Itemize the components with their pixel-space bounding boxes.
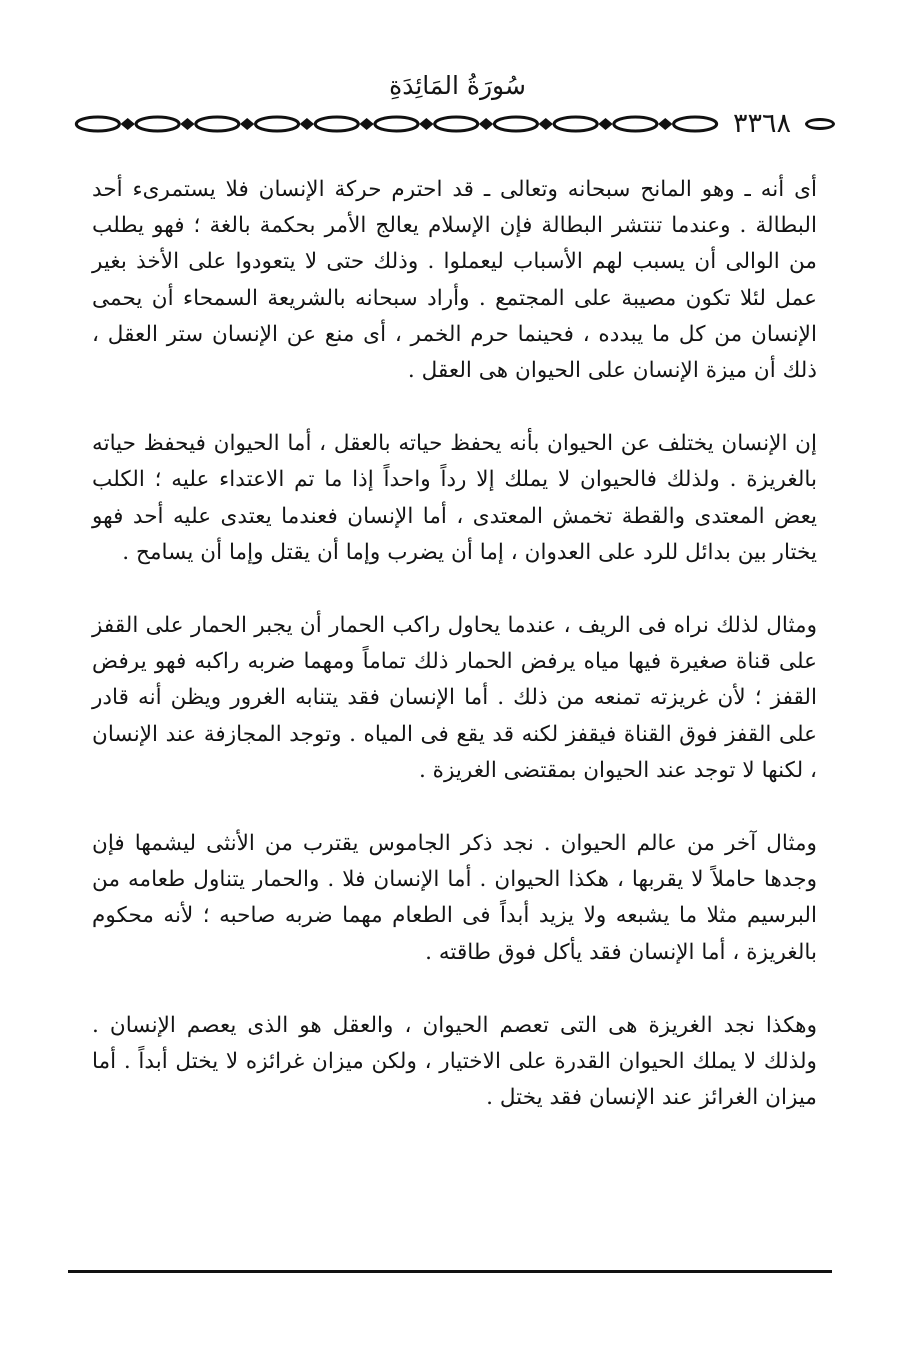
ornament-diamond xyxy=(539,118,553,130)
ornament-oval xyxy=(196,117,239,131)
surah-title: سُورَةُ المَائِدَةِ xyxy=(389,71,526,100)
ornament-diamond xyxy=(479,118,493,130)
ornament-chain-icon xyxy=(68,106,725,142)
page-body xyxy=(92,172,817,1116)
ornament-oval xyxy=(494,117,537,131)
ornament-oval xyxy=(76,117,119,131)
ornament-oval xyxy=(674,117,717,131)
ornament-diamond xyxy=(180,118,194,130)
ornament-diamond xyxy=(658,118,672,130)
ornament-oval xyxy=(375,117,418,131)
paragraph-1: أى أنه ـ وهو المانح سبحانه وتعالى ـ قد احترم حركة الإنسان فلا يستمرىء أحد البطالة . وعندما تنتشر البطالة فإن الإسلام يعالج الأمر بحكمة بالغة ؛ فهو يطلب من الوالى أن يسبب لهم الأسباب ليعملوا . وذلك حتى لا يتعودوا على الأخذ بغير عمل لئلا تكون مصيبة على المجتمع . وأراد سبحانه بالشريعة السمحاء أن يحمى الإنسان من كل ما يبدده ، فحينما حرم الخمر ، أى منع عن الإنسان ستر العقل ، ذلك أن ميزة الإنسان على الحيوان هى العقل . xyxy=(92,177,817,384)
ornament-diamond xyxy=(359,118,373,130)
ornament-end-oval xyxy=(805,118,835,130)
ornament-oval xyxy=(136,117,179,131)
paragraph-5: وهكذا نجد الغريزة هى التى تعصم الحيوان ، والعقل هو الذى يعصم الإنسان . ولذلك لا يملك الحيوان القدرة على الاختيار ، ولكن ميزان غرائزه لا يختل أبداً . أما ميزان الغرائز عند الإنسان فقد يختل . xyxy=(92,1012,817,1111)
ornament-oval xyxy=(435,117,478,131)
ornament-oval xyxy=(315,117,358,131)
page-number: ٣٣٦٨ xyxy=(732,108,791,139)
bottom-rule xyxy=(68,1270,832,1273)
ornament-oval xyxy=(256,117,299,131)
paragraph-2: إن الإنسان يختلف عن الحيوان بأنه يحفظ حياته بالعقل ، أما الحيوان فيحفظ حياته بالغريزة . ولذلك فالحيوان لا يملك إلا رداً واحداً إذا ما تم الاعتداء عليه ؛ الكلب يعض المعتدى والقطة تخمش المعتدى ، أما الإنسان فعندما يعتدى عليه أحد فهو يختار بين بدائل للرد على العدوان ، إما أن يضرب وإما أن يقتل وإما أن يسامح . xyxy=(92,431,817,565)
ornament-oval xyxy=(614,117,657,131)
ornament-oval xyxy=(554,117,597,131)
ornament-diamond xyxy=(598,118,612,130)
ornament-diamond xyxy=(419,118,433,130)
ornamental-border xyxy=(68,106,725,142)
paragraph-4: ومثال آخر من عالم الحيوان . نجد ذكر الجاموس يقترب من الأنثى ليشمها فإن وجدها حاملاً لا يقربها ، هكذا الحيوان . أما الإنسان فلا . والحمار يتناول طعامه من البرسيم مثلا ما يشبعه ولا يزيد أبداً فى الطعام مهما ضربه صاحبه ؛ لأنه محكوم بالغريزة ، أما الإنسان فقد يأكل فوق طاقته . xyxy=(92,831,817,965)
ornament-diamond xyxy=(121,118,135,130)
page-header xyxy=(68,106,835,142)
ornament-diamond xyxy=(240,118,254,130)
ornament-diamond xyxy=(300,118,314,130)
paragraph-3: ومثال لذلك نراه فى الريف ، عندما يحاول راكب الحمار أن يجبر الحمار على القفز على قناة صغيرة فيها مياه يرفض الحمار ذلك تماماً ومهما ضربه راكبه فهو يرفض القفز ؛ لأن غريزته تمنعه من ذلك . أما الإنسان فقد يتنابه الغرور ويظن أنه قادر على القفز فوق القناة فيقفز لكنه قد يقع فى المياه . وتوجد المجازفة عند الإنسان ، لكنها لا توجد عند الحيوان بمقتضى الغريزة . xyxy=(92,613,817,783)
